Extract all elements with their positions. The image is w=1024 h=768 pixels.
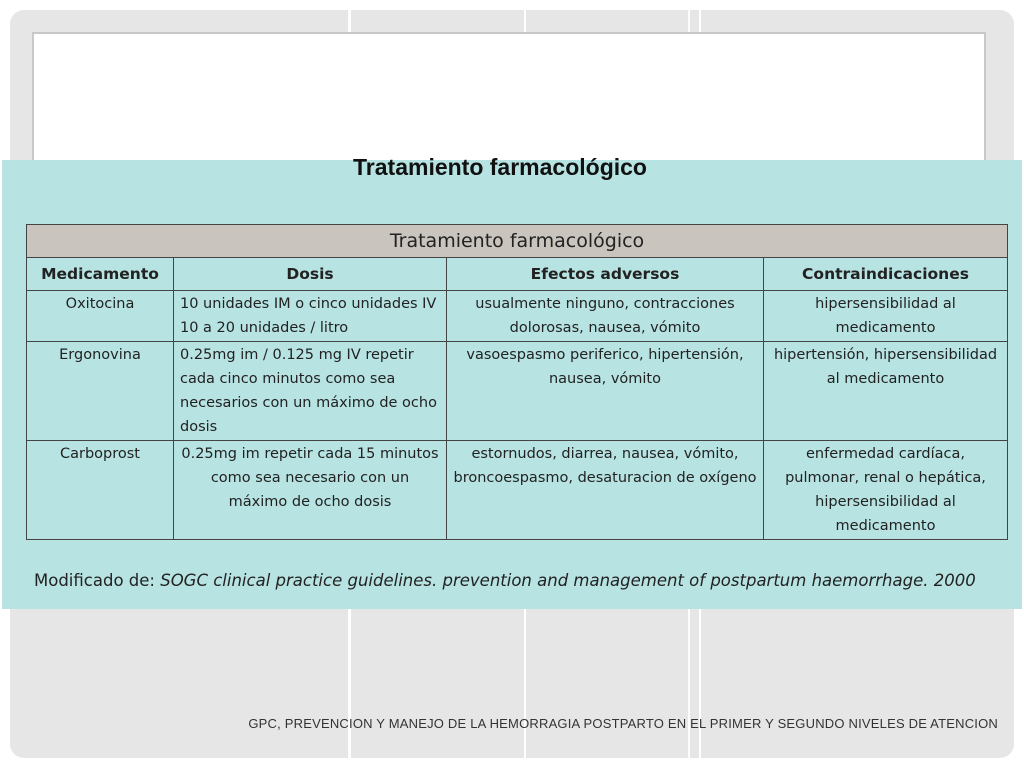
cell-contraindicaciones: hipertensión, hipersensibilidad al medicamento: [764, 342, 1008, 441]
cell-medicamento: Ergonovina: [27, 342, 174, 441]
source-footnote: [34, 571, 976, 590]
column-header-dosis: Dosis: [174, 258, 447, 291]
cell-efectos: usualmente ninguno, contracciones dolorosas, nausea, vómito: [447, 291, 764, 342]
cell-contraindicaciones: enfermedad cardíaca, pulmonar, renal o hepática, hipersensibilidad al medicamento: [764, 441, 1008, 540]
cell-dosis: 0.25mg im repetir cada 15 minutos como sea necesario con un máximo de ocho dosis: [174, 441, 447, 540]
cell-contraindicaciones: hipersensibilidad al medicamento: [764, 291, 1008, 342]
table-row: [27, 441, 1008, 540]
treatment-table: [26, 224, 1008, 540]
cell-dosis: 10 unidades IM o cinco unidades IV 10 a 20 unidades / litro: [174, 291, 447, 342]
cell-medicamento: Oxitocina: [27, 291, 174, 342]
column-header-efectos: Efectos adversos: [447, 258, 764, 291]
image-title: Tratamiento farmacológico: [353, 154, 647, 180]
title-placeholder-panel: [32, 32, 986, 164]
footnote-prefix: Modificado de:: [34, 571, 161, 590]
cell-dosis: 0.25mg im / 0.125 mg IV repetir cada cinco minutos como sea necesarios con un máximo de ocho dosis: [174, 342, 447, 441]
table-caption: Tratamiento farmacológico: [27, 225, 1008, 258]
column-header-medicamento: Medicamento: [27, 258, 174, 291]
cell-efectos: estornudos, diarrea, nausea, vómito, broncoespasmo, desaturacion de oxígeno: [447, 441, 764, 540]
slide-footer: GPC, PREVENCION Y MANEJO DE LA HEMORRAGIA POSTPARTO EN EL PRIMER Y SEGUNDO NIVELES DE ATENCION: [248, 716, 998, 731]
cell-efectos: vasoespasmo periferico, hipertensión, nausea, vómito: [447, 342, 764, 441]
table-row: [27, 291, 1008, 342]
table-row: [27, 342, 1008, 441]
cell-medicamento: Carboprost: [27, 441, 174, 540]
footnote-source: SOGC clinical practice guidelines. prevention and management of postpartum haemorrhage. 2000: [160, 571, 976, 590]
column-header-contraindicaciones: Contraindicaciones: [764, 258, 1008, 291]
